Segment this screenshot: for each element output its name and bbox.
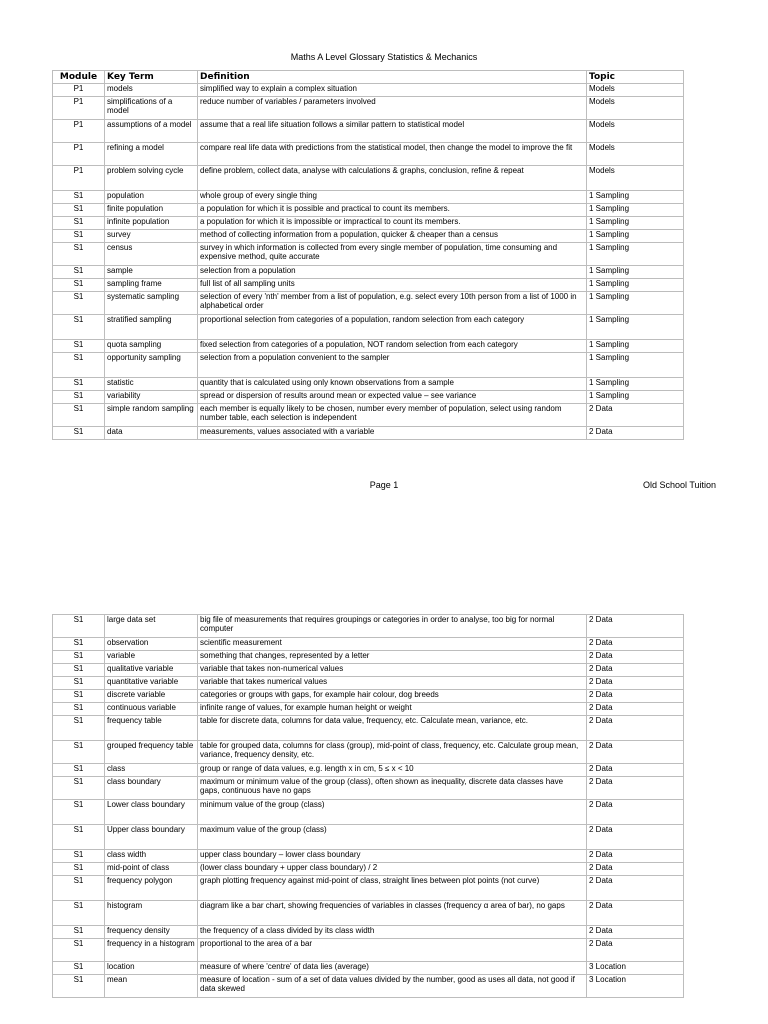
cell-module: S1 [53,217,105,230]
cell-definition: group or range of data values, e.g. length x in cm, 5 ≤ x < 10 [198,764,587,777]
table-row [53,850,684,863]
table-row [53,266,684,279]
cell-topic: 1 Sampling [587,217,684,230]
cell-key-term: class boundary [105,777,198,800]
cell-module: S1 [53,427,105,440]
table-row [53,292,684,315]
cell-definition: a population for which it is possible and practical to count its members. [198,204,587,217]
table-row [53,703,684,716]
footer-brand: Old School Tuition [642,480,716,490]
cell-key-term: discrete variable [105,690,198,703]
cell-module: S1 [53,703,105,716]
page-title: Maths A Level Glossary Statistics & Mechanics [290,52,478,62]
cell-key-term: class [105,764,198,777]
cell-topic: 1 Sampling [587,340,684,353]
cell-definition: maximum or minimum value of the group (class), often shown as inequality, discrete data classes have gaps, continuous have no gaps [198,777,587,800]
cell-topic: 2 Data [587,651,684,664]
cell-definition: graph plotting frequency against mid-point of class, straight lines between plot points (not curve) [198,876,587,901]
cell-topic: 1 Sampling [587,391,684,404]
cell-key-term: finite population [105,204,198,217]
cell-definition: a population for which it is impossible or impractical to count its members. [198,217,587,230]
cell-module: P1 [53,97,105,120]
table-row [53,876,684,901]
table-row [53,404,684,427]
cell-key-term: variable [105,651,198,664]
cell-key-term: census [105,243,198,266]
cell-key-term: grouped frequency table [105,741,198,764]
cell-module: S1 [53,764,105,777]
cell-topic: 2 Data [587,764,684,777]
cell-key-term: mid-point of class [105,863,198,876]
cell-module: P1 [53,166,105,191]
cell-module: S1 [53,353,105,378]
cell-key-term: frequency table [105,716,198,741]
cell-module: S1 [53,638,105,651]
cell-topic: 2 Data [587,404,684,427]
cell-definition: selection from a population [198,266,587,279]
cell-key-term: problem solving cycle [105,166,198,191]
cell-definition: measure of where 'centre' of data lies (average) [198,962,587,975]
cell-definition: define problem, collect data, analyse with calculations & graphs, conclusion, refine & repeat [198,166,587,191]
cell-definition: measure of location - sum of a set of data values divided by the number, good as uses all data, not good if data skewed [198,975,587,998]
table-row [53,204,684,217]
table-row [53,901,684,926]
cell-module: S1 [53,230,105,243]
cell-definition: big file of measurements that requires groupings or categories in order to analyse, too big for normal computer [198,615,587,638]
cell-definition: compare real life data with predictions from the statistical model, then change the model to improve the fit [198,143,587,166]
cell-key-term: statistic [105,378,198,391]
cell-topic: 2 Data [587,863,684,876]
table-row [53,340,684,353]
cell-topic: 1 Sampling [587,230,684,243]
cell-key-term: simplifications of a model [105,97,198,120]
table-row [53,97,684,120]
cell-topic: 1 Sampling [587,266,684,279]
cell-topic: 2 Data [587,427,684,440]
cell-key-term: histogram [105,901,198,926]
cell-topic: 2 Data [587,800,684,825]
cell-topic: 2 Data [587,690,684,703]
cell-definition: proportional selection from categories of a population, random selection from each category [198,315,587,340]
cell-key-term: systematic sampling [105,292,198,315]
cell-key-term: continuous variable [105,703,198,716]
table-row [53,615,684,638]
cell-topic: 2 Data [587,876,684,901]
cell-topic: 2 Data [587,638,684,651]
cell-key-term: infinite population [105,217,198,230]
cell-definition: something that changes, represented by a letter [198,651,587,664]
cell-topic: 2 Data [587,615,684,638]
cell-key-term: refining a model [105,143,198,166]
table-row [53,378,684,391]
cell-module: S1 [53,266,105,279]
cell-module: S1 [53,292,105,315]
cell-module: S1 [53,690,105,703]
table-row [53,975,684,998]
cell-definition: the frequency of a class divided by its class width [198,926,587,939]
cell-key-term: class width [105,850,198,863]
table-row [53,353,684,378]
cell-module: S1 [53,204,105,217]
table-row [53,939,684,962]
cell-topic: Models [587,143,684,166]
table-row [53,230,684,243]
cell-topic: 1 Sampling [587,279,684,292]
cell-key-term: sampling frame [105,279,198,292]
cell-key-term: large data set [105,615,198,638]
cell-key-term: frequency density [105,926,198,939]
table-row [53,690,684,703]
table-row [53,664,684,677]
cell-key-term: stratified sampling [105,315,198,340]
header-topic: Topic [587,71,684,84]
cell-definition: table for grouped data, columns for class (group), mid-point of class, frequency, etc. Calculate group mean, variance, frequency density, etc. [198,741,587,764]
table-header-row [53,71,684,84]
cell-definition: method of collecting information from a population, quicker & cheaper than a census [198,230,587,243]
table-row [53,825,684,850]
cell-key-term: location [105,962,198,975]
header-definition: Definition [198,71,587,84]
cell-module: S1 [53,315,105,340]
cell-module: S1 [53,279,105,292]
cell-topic: Models [587,120,684,143]
cell-topic: 1 Sampling [587,204,684,217]
cell-topic: 2 Data [587,716,684,741]
cell-definition: variable that takes non-numerical values [198,664,587,677]
cell-key-term: mean [105,975,198,998]
page-number: Page 1 [369,480,399,490]
cell-key-term: frequency polygon [105,876,198,901]
table-row [53,315,684,340]
cell-definition: table for discrete data, columns for data value, frequency, etc. Calculate mean, variance, etc. [198,716,587,741]
table-row [53,651,684,664]
cell-key-term: assumptions of a model [105,120,198,143]
table-row [53,741,684,764]
header-key-term: Key Term [105,71,198,84]
cell-topic: 1 Sampling [587,292,684,315]
table-row [53,764,684,777]
cell-key-term: sample [105,266,198,279]
cell-module: S1 [53,391,105,404]
cell-module: S1 [53,191,105,204]
cell-topic: 2 Data [587,926,684,939]
table-row [53,143,684,166]
cell-topic: 2 Data [587,703,684,716]
cell-topic: 2 Data [587,664,684,677]
cell-definition: reduce number of variables / parameters involved [198,97,587,120]
cell-definition: each member is equally likely to be chosen, number every member of population, select using random number table, each selection is independent [198,404,587,427]
cell-key-term: variability [105,391,198,404]
cell-topic: 1 Sampling [587,378,684,391]
cell-module: S1 [53,901,105,926]
cell-module: S1 [53,243,105,266]
cell-definition: measurements, values associated with a variable [198,427,587,440]
table-row [53,120,684,143]
table-row [53,166,684,191]
cell-definition: scientific measurement [198,638,587,651]
cell-definition: selection of every 'nth' member from a list of population, e.g. select every 10th person from a list of 1000 in alphabetical order [198,292,587,315]
table-row [53,217,684,230]
cell-definition: spread or dispersion of results around mean or expected value – see variance [198,391,587,404]
table-row [53,243,684,266]
cell-topic: 2 Data [587,741,684,764]
table-row [53,191,684,204]
cell-key-term: population [105,191,198,204]
cell-module: S1 [53,741,105,764]
table-row [53,716,684,741]
cell-key-term: Upper class boundary [105,825,198,850]
cell-key-term: quantitative variable [105,677,198,690]
cell-module: S1 [53,975,105,998]
cell-topic: 1 Sampling [587,243,684,266]
cell-module: S1 [53,404,105,427]
cell-module: S1 [53,876,105,901]
cell-definition: diagram like a bar chart, showing frequencies of variables in classes (frequency α area of bar), no gaps [198,901,587,926]
cell-definition: assume that a real life situation follows a similar pattern to statistical model [198,120,587,143]
table-row [53,777,684,800]
cell-definition: (lower class boundary + upper class boundary) / 2 [198,863,587,876]
cell-definition: survey in which information is collected from every single member of population, time consuming and expensive method, quite accurate [198,243,587,266]
cell-definition: quantity that is calculated using only known observations from a sample [198,378,587,391]
cell-topic: Models [587,84,684,97]
cell-module: S1 [53,800,105,825]
cell-topic: Models [587,166,684,191]
table-row [53,677,684,690]
table-row [53,926,684,939]
cell-module: S1 [53,926,105,939]
cell-key-term: data [105,427,198,440]
cell-definition: selection from a population convenient to the sampler [198,353,587,378]
cell-topic: 2 Data [587,939,684,962]
cell-module: S1 [53,716,105,741]
cell-module: P1 [53,84,105,97]
cell-module: S1 [53,677,105,690]
cell-topic: 2 Data [587,777,684,800]
cell-topic: 2 Data [587,825,684,850]
cell-topic: 2 Data [587,850,684,863]
cell-topic: 2 Data [587,677,684,690]
cell-module: S1 [53,777,105,800]
cell-definition: variable that takes numerical values [198,677,587,690]
cell-key-term: quota sampling [105,340,198,353]
table-row [53,863,684,876]
cell-module: S1 [53,615,105,638]
cell-topic: 2 Data [587,901,684,926]
cell-definition: simplified way to explain a complex situation [198,84,587,97]
cell-definition: upper class boundary – lower class boundary [198,850,587,863]
cell-module: S1 [53,850,105,863]
cell-module: S1 [53,664,105,677]
glossary-table-page-2 [52,614,684,998]
cell-definition: whole group of every single thing [198,191,587,204]
cell-definition: minimum value of the group (class) [198,800,587,825]
cell-module: S1 [53,863,105,876]
table-row [53,427,684,440]
cell-module: S1 [53,939,105,962]
cell-key-term: Lower class boundary [105,800,198,825]
cell-key-term: models [105,84,198,97]
cell-topic: 3 Location [587,975,684,998]
table-row [53,279,684,292]
cell-key-term: qualitative variable [105,664,198,677]
glossary-table-page-1 [52,70,684,440]
cell-definition: maximum value of the group (class) [198,825,587,850]
cell-topic: 1 Sampling [587,191,684,204]
table-row [53,962,684,975]
cell-definition: full list of all sampling units [198,279,587,292]
table-row [53,638,684,651]
cell-module: S1 [53,825,105,850]
cell-key-term: survey [105,230,198,243]
cell-module: S1 [53,962,105,975]
cell-module: S1 [53,651,105,664]
cell-key-term: simple random sampling [105,404,198,427]
cell-module: P1 [53,120,105,143]
table-row [53,84,684,97]
cell-topic: 1 Sampling [587,315,684,340]
header-module: Module [53,71,105,84]
cell-topic: 1 Sampling [587,353,684,378]
cell-key-term: observation [105,638,198,651]
cell-module: P1 [53,143,105,166]
cell-definition: fixed selection from categories of a population, NOT random selection from each category [198,340,587,353]
cell-key-term: frequency in a histogram [105,939,198,962]
table-row [53,800,684,825]
cell-module: S1 [53,340,105,353]
cell-key-term: opportunity sampling [105,353,198,378]
table-row [53,391,684,404]
cell-definition: infinite range of values, for example human height or weight [198,703,587,716]
cell-topic: Models [587,97,684,120]
cell-definition: proportional to the area of a bar [198,939,587,962]
cell-topic: 3 Location [587,962,684,975]
cell-module: S1 [53,378,105,391]
cell-definition: categories or groups with gaps, for example hair colour, dog breeds [198,690,587,703]
